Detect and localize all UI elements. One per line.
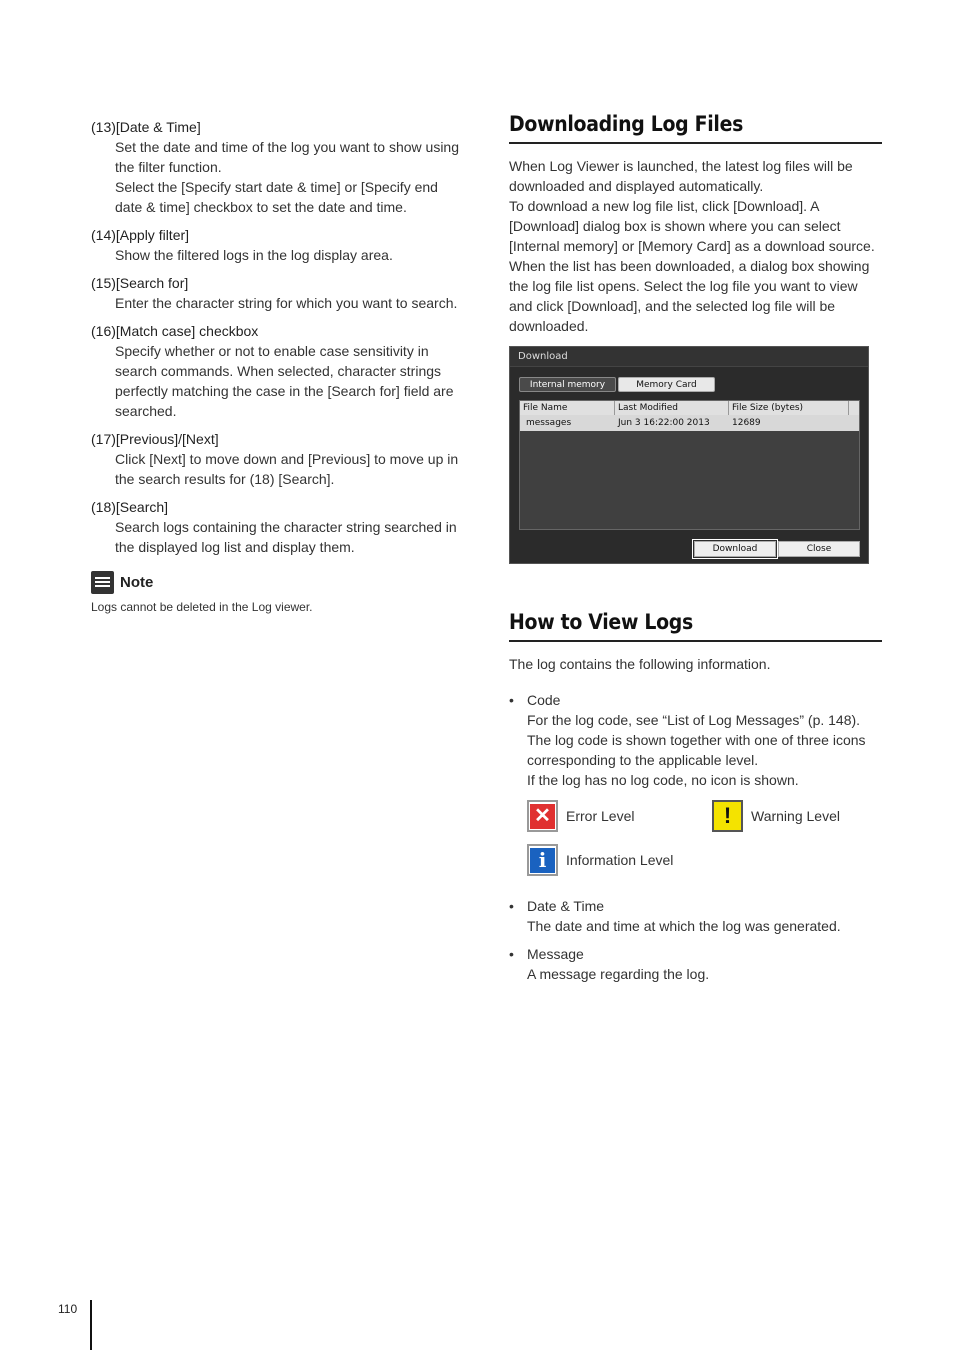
paragraph: When Log Viewer is launched, the latest log files will be downloaded and displayed automatically. <box>509 158 853 194</box>
column-file-name[interactable]: File Name <box>520 401 615 415</box>
item-search-for <box>91 273 466 313</box>
item-text: Specify whether or not to enable case sensitivity in search commands. When selected, character strings perfectly matching the case in the [Search for] field are searched. <box>115 343 454 419</box>
list-item: • Date & Time The date and time at which the log was generated. <box>509 898 841 934</box>
note-text: Logs cannot be deleted in the Log viewer. <box>91 600 313 614</box>
download-button[interactable]: Download <box>694 541 776 557</box>
note-box <box>91 571 466 614</box>
note-icon <box>91 571 114 594</box>
download-dialog-screenshot <box>509 346 869 564</box>
bullet-text: A message regarding the log. <box>527 966 710 982</box>
item-text: Search logs containing the character string searched in the displayed log list and display them. <box>115 519 457 555</box>
page-number: 110 <box>58 1302 78 1316</box>
column-last-modified[interactable]: Last Modified <box>615 401 729 415</box>
list-item: • Message A message regarding the log. <box>509 946 710 982</box>
item-previous-next <box>91 429 466 489</box>
table-row[interactable] <box>520 415 859 431</box>
item-text: Click [Next] to move down and [Previous] to move up in the search results for (18) [Search]. <box>115 451 459 487</box>
file-list-table <box>519 400 860 530</box>
view-intro: The log contains the following information. <box>509 656 771 672</box>
error-icon: ✕ <box>527 800 558 832</box>
bullet-label: Message <box>527 946 584 962</box>
cell-file-size: 12689 <box>732 418 761 428</box>
item-text: Set the date and time of the log you want to show using the filter function. <box>115 139 459 175</box>
list-item: • Code For the log code, see “List of Log Messages” (p. 148). The log code is shown together with one of three icons corresponding to the applicable level. If the log has no log code, no icon is shown. <box>509 690 882 790</box>
item-heading: (16)[Match case] checkbox <box>91 323 259 339</box>
paragraph: When the list has been downloaded, a dialog box showing the log file list opens. Select the log file you want to view and click [Download], and the selected log file will be downloaded. <box>509 258 870 334</box>
tab-internal-memory[interactable]: Internal memory <box>519 377 616 392</box>
bullet-text: The date and time at which the log was generated. <box>527 918 841 934</box>
download-description <box>509 156 882 336</box>
item-heading: (13)[Date & Time] <box>91 119 201 135</box>
item-text: Enter the character string for which you want to search. <box>115 295 458 311</box>
item-date-time <box>91 117 466 217</box>
item-text: Select the [Specify start date & time] or [Specify end date & time] checkbox to set the date and time. <box>115 179 438 215</box>
info-level-label: Information Level <box>566 852 674 868</box>
section-title-view-logs: How to View Logs <box>509 610 882 642</box>
info-icon: i <box>527 844 558 876</box>
info-list <box>509 690 882 984</box>
section-title-download: Downloading Log Files <box>509 112 882 144</box>
table-header <box>520 401 859 415</box>
item-heading: (15)[Search for] <box>91 275 189 291</box>
warning-level-label: Warning Level <box>751 808 840 824</box>
item-heading: (18)[Search] <box>91 499 169 515</box>
warning-icon: ! <box>712 800 743 832</box>
item-heading: (17)[Previous]/[Next] <box>91 431 219 447</box>
bullet-text: The log code is shown together with one of three icons corresponding to the applicable level. <box>527 732 866 768</box>
bullet-text: For the log code, see “List of Log Messages” (p. 148). <box>527 712 861 728</box>
column-file-size[interactable]: File Size (bytes) <box>729 401 849 415</box>
bullet-text: If the log has no log code, no icon is shown. <box>527 772 799 788</box>
dialog-title: Download <box>510 347 868 367</box>
note-title: Note <box>120 574 154 591</box>
cell-file-name: messages <box>526 418 572 428</box>
left-column <box>91 117 466 614</box>
error-level-label: Error Level <box>566 808 635 824</box>
item-apply-filter <box>91 225 466 265</box>
item-text: Show the filtered logs in the log display area. <box>115 247 393 263</box>
cell-last-modified: Jun 3 16:22:00 2013 <box>618 418 710 428</box>
right-column <box>509 112 882 992</box>
bullet-label: Date & Time <box>527 898 605 914</box>
bullet-label: Code <box>527 692 561 708</box>
item-search <box>91 497 466 557</box>
close-button[interactable]: Close <box>778 541 860 557</box>
paragraph: To download a new log file list, click [Download]. A [Download] dialog box is shown where you can select [Internal memory] or [Memory Card] as a download source. <box>509 198 875 254</box>
item-match-case <box>91 321 466 421</box>
tab-memory-card[interactable]: Memory Card <box>618 377 715 392</box>
item-heading: (14)[Apply filter] <box>91 227 190 243</box>
page-rule <box>90 1300 92 1350</box>
level-icons <box>527 800 882 876</box>
